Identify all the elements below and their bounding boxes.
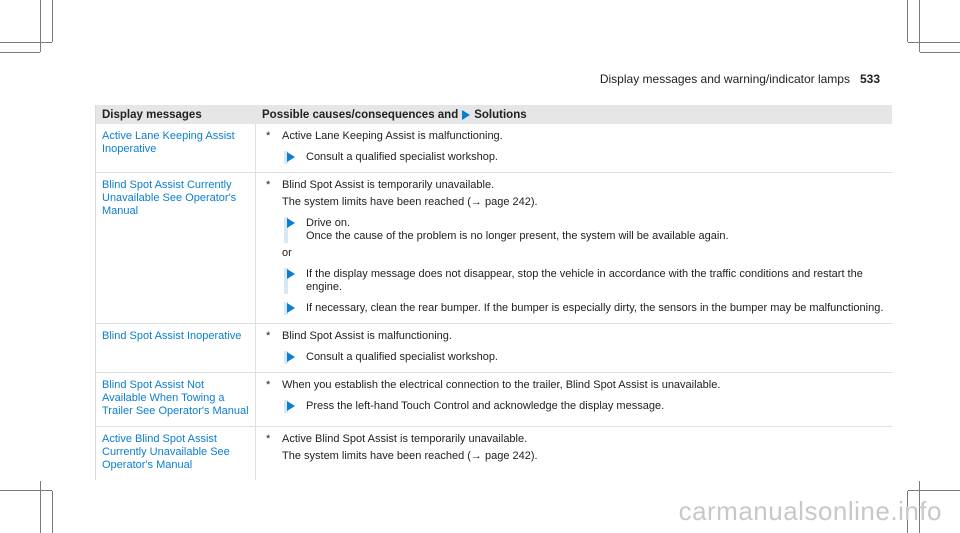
cause-cell (256, 427, 892, 480)
table-header (96, 105, 892, 124)
cause-line (266, 330, 884, 343)
action-arrow-icon (462, 110, 470, 120)
or-separator: or (282, 247, 292, 259)
cause-line (266, 379, 884, 392)
message-cell[interactable]: Active Blind Spot Assist Currently Unavailable See Operator's Manual (96, 427, 256, 480)
step-text: Consult a qualified specialist workshop. (306, 351, 498, 363)
page-header-title: Display messages and warning/indicator lamps (599, 72, 850, 86)
cause-line (266, 130, 884, 143)
table-row (96, 124, 892, 173)
crop-mark (52, 491, 53, 533)
cause-line (266, 179, 884, 192)
crop-mark (919, 0, 920, 52)
cause-marker: * (266, 130, 271, 142)
solution-step (266, 351, 884, 364)
cause-marker: * (266, 179, 271, 191)
crop-mark (0, 52, 40, 53)
step-text: If the display message does not disappear, stop the vehicle in accordance with the traffic conditions and restart the engine. (306, 268, 863, 293)
cause-text: Blind Spot Assist is malfunctioning. (282, 330, 452, 342)
cause-cell (256, 124, 892, 172)
page-number: 533 (859, 72, 880, 86)
action-arrow-icon (287, 269, 295, 279)
display-messages-table (95, 105, 892, 480)
action-arrow-icon (287, 218, 295, 228)
cause-marker: * (266, 433, 271, 445)
step-bar (284, 400, 288, 413)
cause-cell (256, 373, 892, 426)
step-text: Consult a qualified specialist workshop. (306, 151, 498, 163)
solution-step (266, 302, 884, 315)
message-cell[interactable]: Blind Spot Assist Currently Unavailable See Operator's Manual (96, 173, 256, 323)
table-row (96, 427, 892, 480)
crop-mark (40, 0, 41, 52)
table-row (96, 324, 892, 373)
table-row (96, 373, 892, 427)
solution-step (266, 217, 884, 243)
crop-mark (0, 490, 52, 491)
col-header-causes (256, 109, 892, 121)
step-bar (284, 217, 288, 243)
step-text: Press the left-hand Touch Control and acknowledge the display message. (306, 400, 665, 412)
watermark: carmanualsonline.info (678, 496, 942, 526)
message-cell[interactable]: Blind Spot Assist Inoperative (96, 324, 256, 372)
crop-mark (908, 42, 960, 43)
col-header-solutions-label: Solutions (474, 108, 527, 121)
message-cell[interactable]: Blind Spot Assist Not Available When Towing a Trailer See Operator's Manual (96, 373, 256, 426)
action-arrow-icon (287, 152, 295, 162)
cause-text: When you establish the electrical connection to the trailer, Blind Spot Assist is unavailable. (282, 379, 721, 391)
cause-cell (256, 324, 892, 372)
action-arrow-icon (287, 401, 295, 411)
cause-marker: * (266, 330, 271, 342)
cause-text: Active Lane Keeping Assist is malfunctioning. (282, 130, 503, 142)
cause-note: The system limits have been reached (→ page 242). (282, 450, 538, 462)
crop-mark (908, 490, 960, 491)
step-text: Drive on. Once the cause of the problem is no longer present, the system will be available again. (306, 217, 729, 242)
crop-mark (0, 42, 52, 43)
cause-text: Active Blind Spot Assist is temporarily unavailable. (282, 433, 528, 445)
col-header-causes-label: Possible causes/consequences and (262, 108, 459, 121)
solution-step (266, 268, 884, 294)
col-header-messages: Display messages (102, 108, 202, 121)
cause-note: The system limits have been reached (→ page 242). (282, 196, 538, 208)
solution-step (266, 400, 884, 413)
crop-mark (52, 0, 53, 42)
action-arrow-icon (287, 352, 295, 362)
table-row (96, 173, 892, 324)
step-bar (284, 351, 288, 364)
step-text: If necessary, clean the rear bumper. If the bumper is especially dirty, the sensors in the bumper may be malfunctioning. (306, 302, 884, 314)
cause-line (266, 433, 884, 446)
step-bar (284, 302, 288, 315)
cause-cell (256, 173, 892, 323)
step-bar (284, 268, 288, 294)
crop-mark (40, 481, 41, 533)
cause-marker: * (266, 379, 271, 391)
message-cell[interactable]: Active Lane Keeping Assist Inoperative (96, 124, 256, 172)
crop-mark (907, 0, 908, 42)
page-header (600, 72, 880, 86)
cause-text: Blind Spot Assist is temporarily unavailable. (282, 179, 495, 191)
action-arrow-icon (287, 303, 295, 313)
solution-step (266, 151, 884, 164)
step-bar (284, 151, 288, 164)
crop-mark (920, 52, 960, 53)
